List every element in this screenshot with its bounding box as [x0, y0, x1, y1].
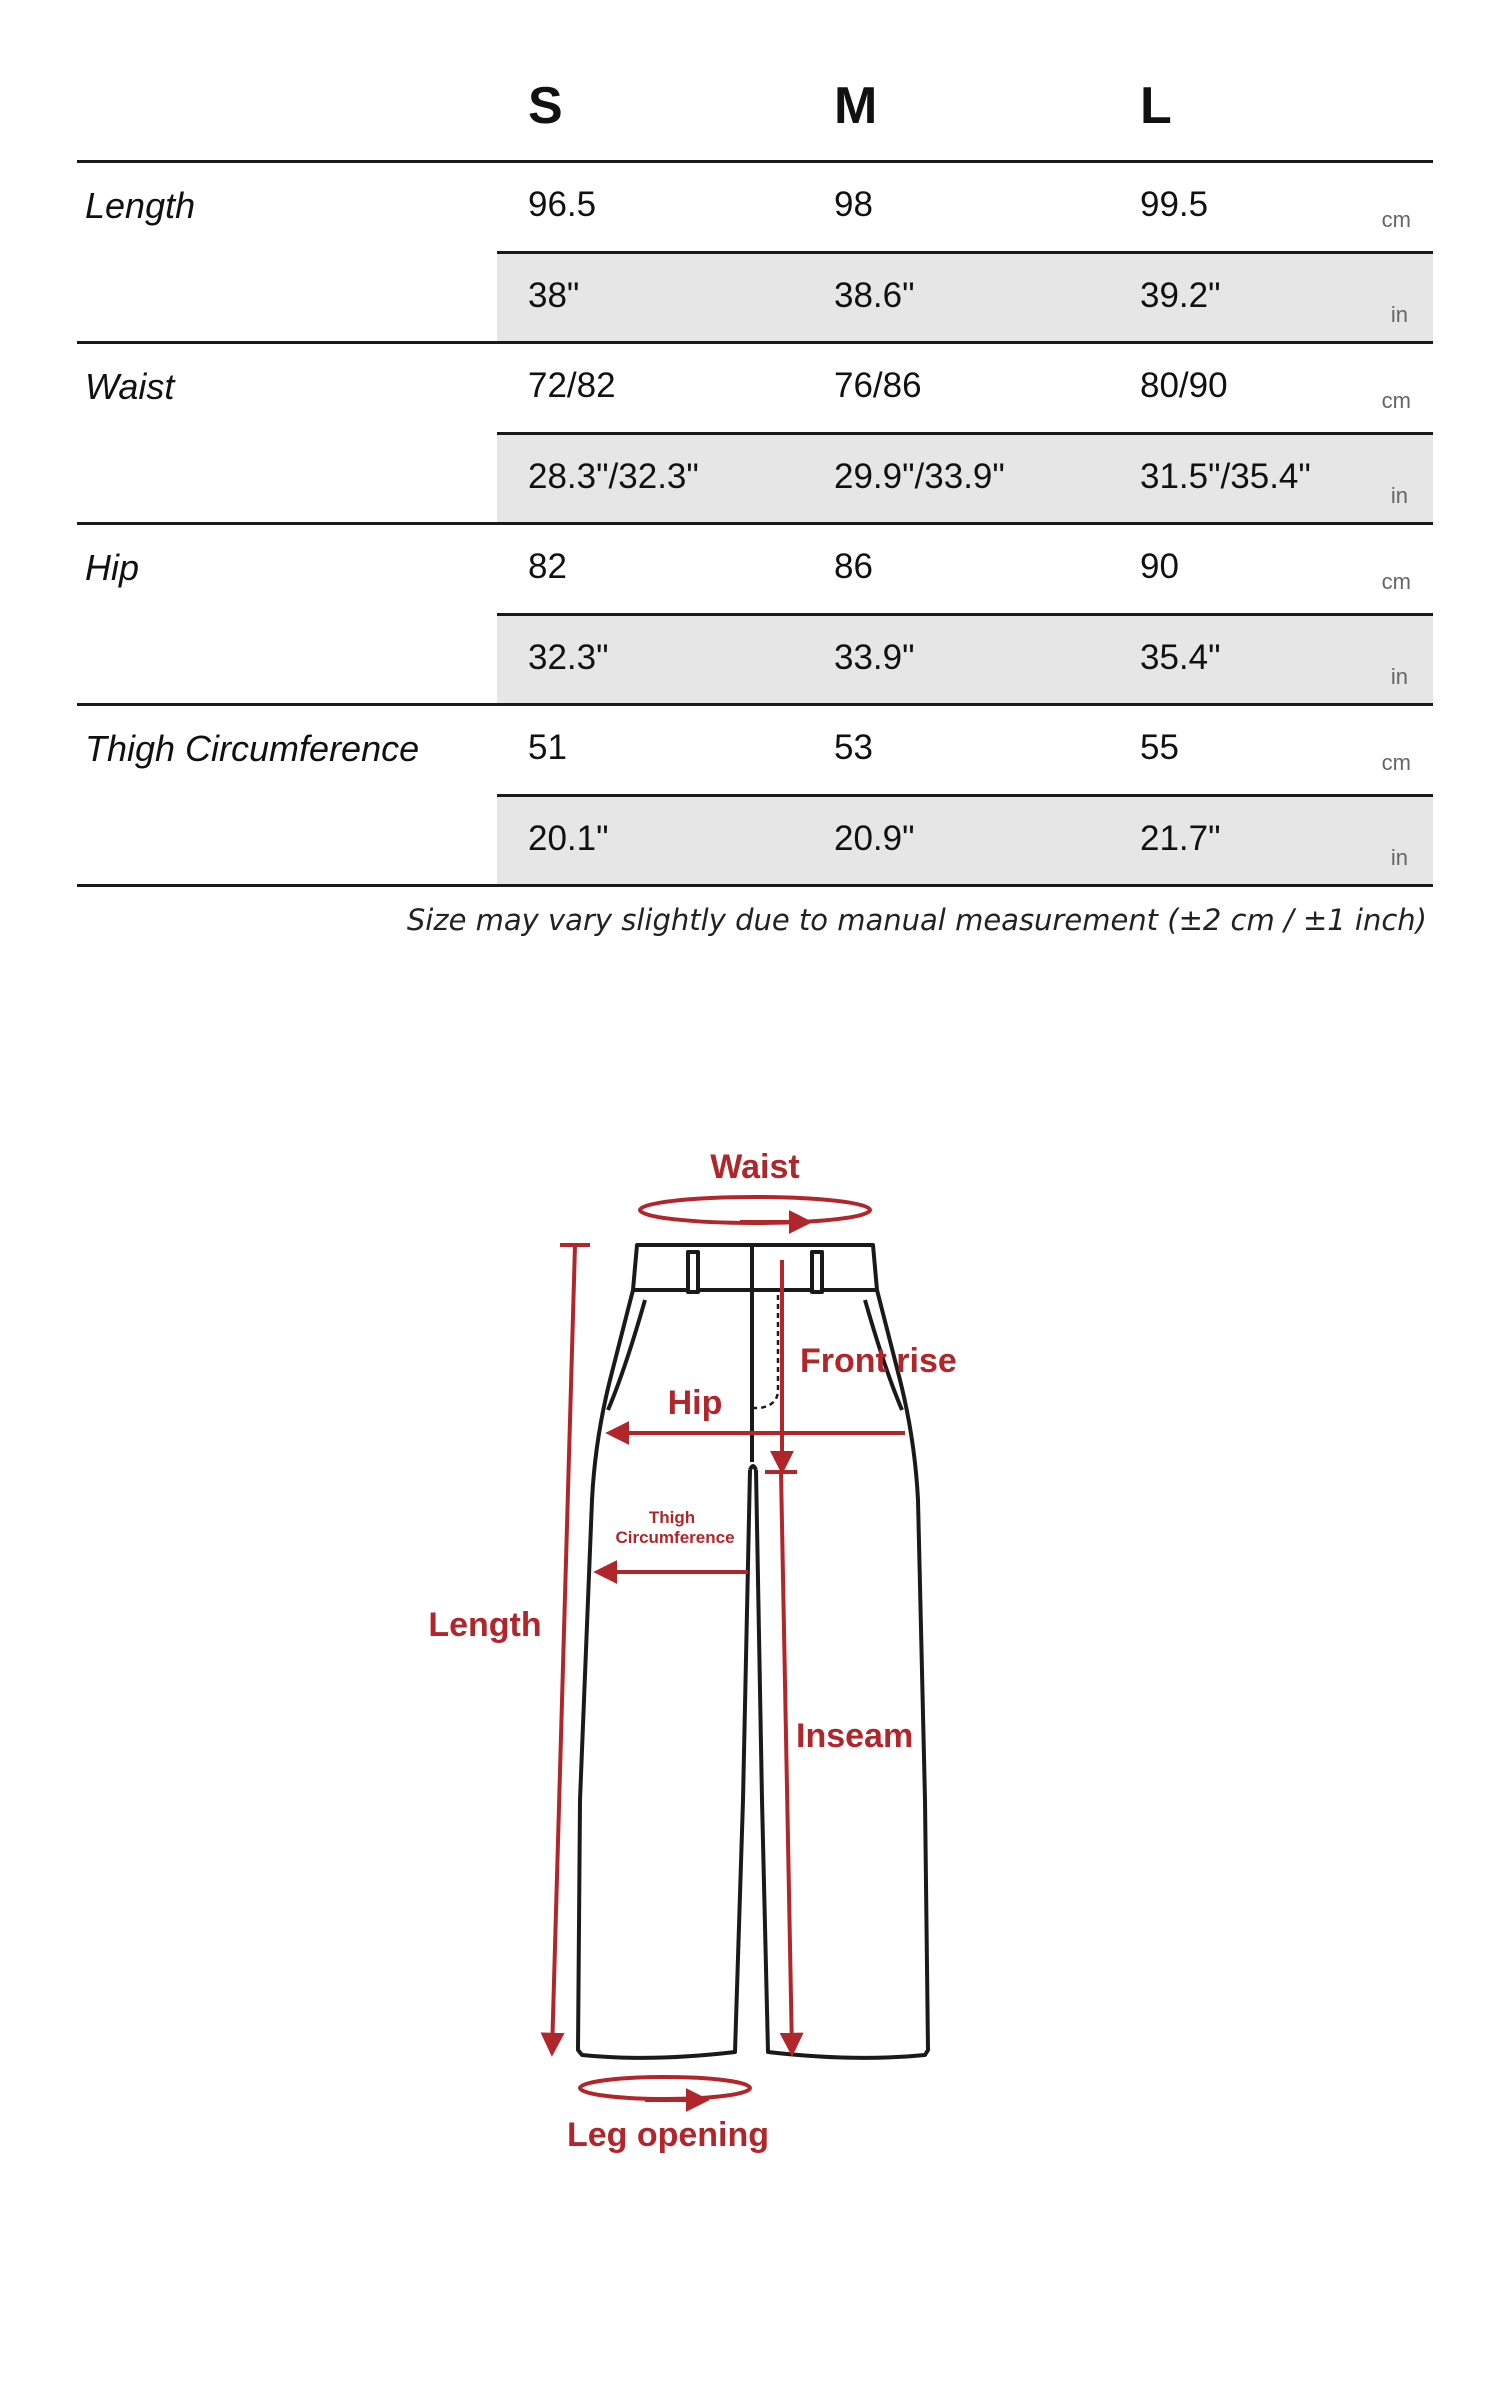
table-cell: 20.1" — [528, 819, 609, 858]
unit-label: in — [1390, 845, 1408, 870]
inch-row — [497, 432, 1433, 522]
table-cell: 96.5 — [528, 185, 597, 224]
size-header-s: S — [528, 77, 563, 135]
table-cell: 33.9" — [834, 638, 915, 677]
fly-stitch — [752, 1295, 778, 1408]
leg-opening-label: Leg opening — [566, 2116, 770, 2154]
table-cell: 55 — [1140, 728, 1179, 767]
length-label: Length — [428, 1606, 542, 1644]
table-cell: 28.3"/32.3" — [528, 457, 699, 496]
inseam-indicator — [765, 1472, 797, 2052]
unit-label: cm — [1381, 750, 1411, 775]
waist-label: Waist — [710, 1148, 800, 1186]
table-cell: 99.5 — [1140, 185, 1209, 224]
unit-label: cm — [1381, 207, 1411, 232]
thigh-label-line2: Circumference — [615, 1528, 735, 1547]
table-cell: 90 — [1140, 547, 1179, 586]
leg-opening-indicator — [580, 2077, 750, 2100]
table-cell: 29.9"/33.9" — [834, 457, 1005, 496]
table-cell: 51 — [528, 728, 567, 767]
measurement-group-length — [77, 160, 1433, 341]
measurement-label: Length — [85, 185, 196, 226]
table-cell: 38.6" — [834, 276, 915, 315]
table-cell: 80/90 — [1140, 366, 1228, 405]
measurement-group-hip — [77, 522, 1433, 703]
inseam-label: Inseam — [796, 1717, 914, 1755]
measurement-label: Waist — [85, 366, 175, 407]
table-cell: 20.9" — [834, 819, 915, 858]
front-rise-label: Front rise — [800, 1342, 957, 1380]
hip-label: Hip — [667, 1384, 723, 1422]
measurement-label: Thigh Circumference — [85, 728, 420, 769]
unit-label: cm — [1381, 569, 1411, 594]
unit-label: in — [1390, 302, 1408, 327]
unit-label: cm — [1381, 388, 1411, 413]
thigh-label-line1: Thigh — [648, 1508, 696, 1527]
measurement-group-thigh — [77, 703, 1433, 887]
size-header-m: M — [834, 77, 878, 135]
size-table — [77, 0, 1433, 937]
table-cell: 82 — [528, 547, 567, 586]
inch-row — [497, 251, 1433, 341]
table-cell: 32.3" — [528, 638, 609, 677]
cm-row — [497, 706, 1433, 794]
cm-row — [497, 525, 1433, 613]
table-cell: 35.4" — [1140, 638, 1221, 677]
waist-indicator — [640, 1197, 870, 1223]
unit-label: in — [1390, 664, 1408, 689]
cm-row — [497, 344, 1433, 432]
table-cell: 38" — [528, 276, 580, 315]
inch-row — [497, 794, 1433, 884]
pants-outline — [578, 1245, 928, 2058]
table-cell: 86 — [834, 547, 873, 586]
table-cell: 76/86 — [834, 366, 922, 405]
measurement-note: Size may vary slightly due to manual measurement (±2 cm / ±1 inch) — [406, 903, 1427, 937]
cm-row — [497, 163, 1433, 251]
measurement-group-waist — [77, 341, 1433, 522]
table-cell: 53 — [834, 728, 873, 767]
table-cell: 21.7" — [1140, 819, 1221, 858]
table-cell: 98 — [834, 185, 873, 224]
table-cell: 39.2" — [1140, 276, 1221, 315]
length-indicator — [552, 1245, 590, 2052]
inch-row — [497, 613, 1433, 703]
measurement-label: Hip — [85, 547, 140, 588]
size-header-l: L — [1140, 77, 1172, 135]
table-cell: 31.5"/35.4" — [1140, 457, 1311, 496]
unit-label: in — [1390, 483, 1408, 508]
size-header-row — [77, 0, 1433, 160]
table-cell: 72/82 — [528, 366, 616, 405]
